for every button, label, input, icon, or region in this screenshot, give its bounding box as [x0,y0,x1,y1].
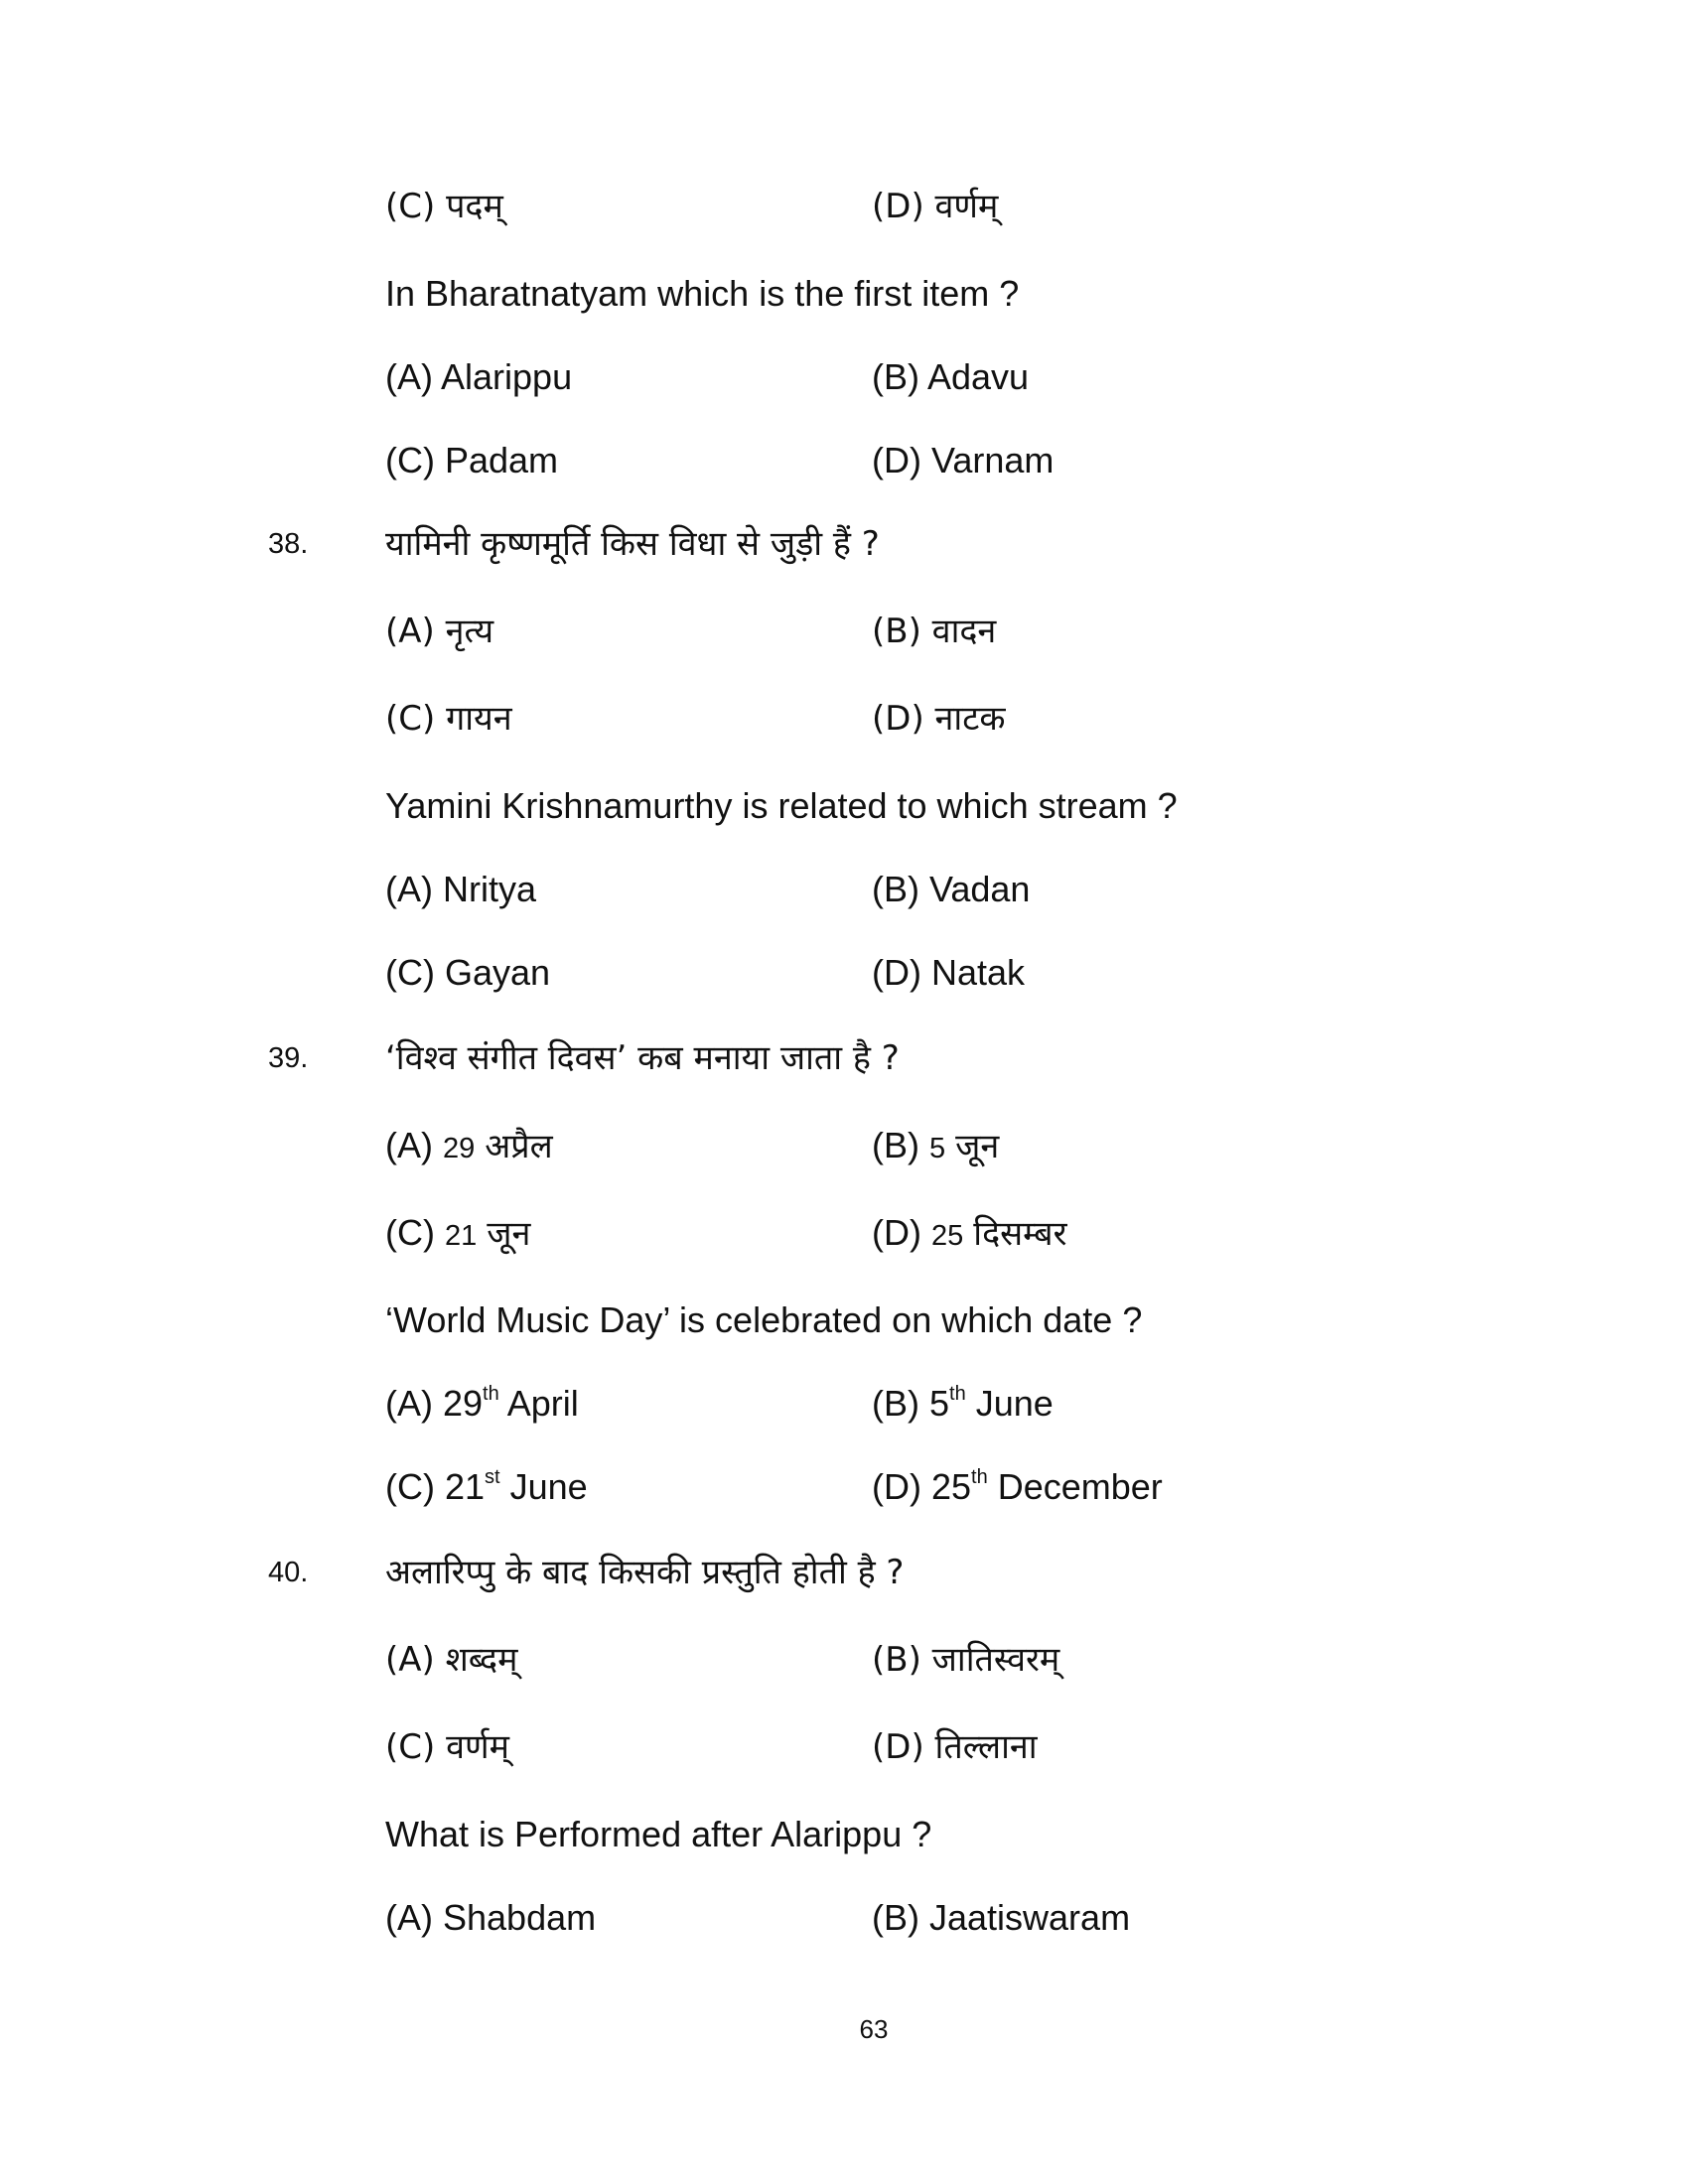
option-d [872,1203,1067,1266]
option-a: (A) नृत्य [385,612,494,651]
question-number: 38. [268,528,309,560]
option-row [0,1374,1688,1433]
option-b [872,1116,999,1178]
question-number: 40. [268,1557,309,1588]
option-text: (C) 21 [385,1466,486,1507]
question-stem-row [0,514,1688,574]
option-label: (A) [385,1125,433,1165]
ordinal-suffix: th [971,1466,988,1488]
question-stem: ‘विश्व संगीत दिवस’ कब मनाया जाता है ? [385,1038,900,1078]
option-c: (C) Gayan [385,952,551,993]
option-text: June [499,1466,588,1507]
option-row [0,177,1688,236]
option-row [0,1203,1688,1263]
option-text: जून [955,1127,1000,1166]
option-d: (D) Varnam [872,440,1055,480]
question-stem: अलारिप्पु के बाद किसकी प्रस्तुति होती है ? [385,1553,905,1592]
ordinal-suffix: th [949,1383,966,1405]
option-row [0,1116,1688,1175]
question-stem-row [0,776,1688,836]
option-a: (A) Shabdam [385,1897,597,1938]
option-d [872,1457,1163,1517]
option-a: (A) Alarippu [385,356,573,397]
question-stem: In Bharatnatyam which is the first item ? [385,273,1020,314]
option-d: (D) तिल्लाना [872,1727,1038,1767]
option-row [0,431,1688,490]
option-text: June [965,1383,1054,1424]
ordinal-suffix: st [485,1466,500,1488]
option-text: जून [487,1214,531,1254]
option-d: (D) नाटक [872,699,1006,739]
option-number: 29 [443,1133,476,1164]
option-b: (B) Vadan [872,869,1031,909]
option-d: (D) Natak [872,952,1026,993]
option-c: (C) Padam [385,440,559,480]
option-text: (D) 25 [872,1466,972,1507]
option-c [385,1203,530,1266]
option-row [0,943,1688,1003]
page-number: 63 [859,2014,889,2044]
question-stem: ‘World Music Day’ is celebrated on which date ? [385,1299,1143,1340]
option-row [0,1630,1688,1690]
option-row [0,1457,1688,1517]
option-c: (C) पदम् [385,187,503,226]
option-c [385,1457,588,1517]
question-stem-row [0,1291,1688,1350]
ordinal-suffix: th [483,1383,499,1405]
option-row [0,1717,1688,1777]
question-stem-row [0,1028,1688,1088]
option-text: दिसम्बर [973,1214,1067,1254]
option-c: (C) गायन [385,699,512,739]
option-row [0,689,1688,749]
option-b: (B) Adavu [872,356,1030,397]
option-a: (A) शब्दम् [385,1640,518,1680]
option-row [0,347,1688,407]
option-row [0,860,1688,919]
option-text: (A) 29 [385,1383,484,1424]
option-row [0,1888,1688,1948]
option-a [385,1374,579,1433]
option-a [385,1116,553,1178]
option-text: (B) 5 [872,1383,950,1424]
option-text: April [498,1383,579,1424]
option-label: (C) [385,1212,435,1253]
question-stem: Yamini Krishnamurthy is related to which stream ? [385,785,1178,826]
question-stem-row [0,1805,1688,1864]
option-b: (B) Jaatiswaram [872,1897,1131,1938]
option-label: (B) [872,1125,919,1165]
option-d: (D) वर्णम् [872,187,999,226]
question-stem: यामिनी कृष्णमूर्ति किस विधा से जुड़ी हैं ? [385,524,880,564]
option-number: 25 [931,1220,964,1252]
option-b [872,1374,1054,1433]
question-stem: What is Performed after Alarippu ? [385,1814,932,1854]
option-b: (B) वादन [872,612,997,651]
option-number: 21 [445,1220,478,1252]
option-number: 5 [929,1133,946,1164]
option-a: (A) Nritya [385,869,536,909]
question-number: 39. [268,1042,309,1074]
option-text: December [987,1466,1163,1507]
option-text: अप्रैल [485,1127,553,1166]
question-stem-row [0,264,1688,324]
option-b: (B) जातिस्वरम् [872,1640,1060,1680]
option-c: (C) वर्णम् [385,1727,509,1767]
option-label: (D) [872,1212,921,1253]
option-row [0,602,1688,661]
question-stem-row [0,1543,1688,1602]
